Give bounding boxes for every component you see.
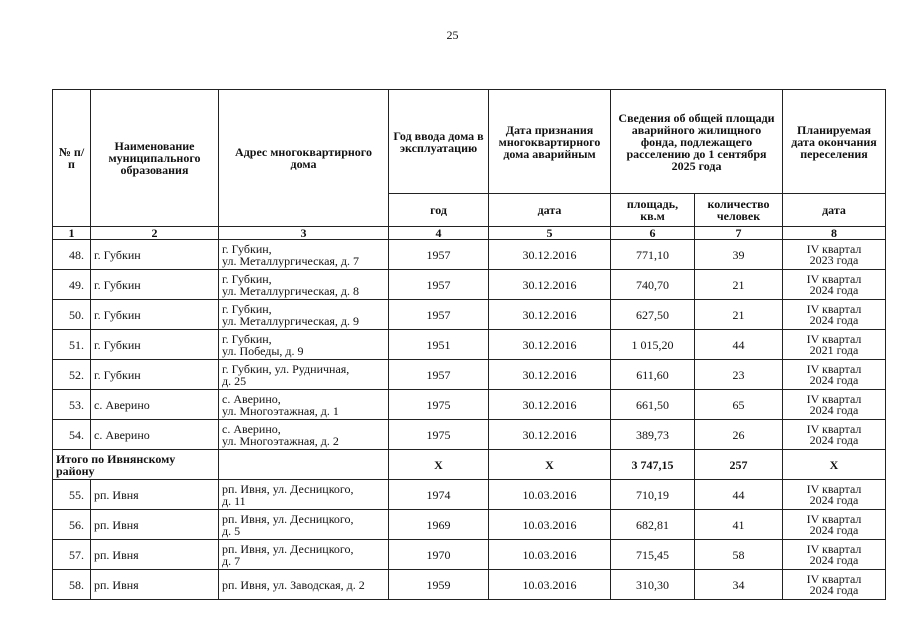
planned-year: 2024 года <box>809 372 859 387</box>
planned-quarter: IV квартал <box>806 241 862 256</box>
row-address <box>219 390 389 420</box>
row-planned <box>783 300 886 330</box>
row-number: 57. <box>53 540 91 570</box>
row-planned <box>783 570 886 600</box>
row-planned <box>783 330 886 360</box>
row-area: 611,60 <box>611 360 695 390</box>
header-year-sub: год <box>389 194 489 227</box>
header-address: Адрес многоквартирного дома <box>219 90 389 227</box>
address-line-1: рп. Ивня, ул. Десницкого, <box>222 511 354 526</box>
row-number: 58. <box>53 570 91 600</box>
row-date: 30.12.2016 <box>489 360 611 390</box>
row-year: 1974 <box>389 480 489 510</box>
row-date: 30.12.2016 <box>489 270 611 300</box>
row-people: 44 <box>695 480 783 510</box>
row-address <box>219 330 389 360</box>
header-people-sub: количество человек <box>695 194 783 227</box>
address-line-1: рп. Ивня, ул. Десницкого, <box>222 541 354 556</box>
table-row <box>53 240 886 270</box>
subtotal-label-line-1: Итого по Ивнянскому <box>56 451 176 466</box>
row-area: 682,81 <box>611 510 695 540</box>
row-year: 1959 <box>389 570 489 600</box>
row-date: 10.03.2016 <box>489 540 611 570</box>
row-area: 627,50 <box>611 300 695 330</box>
table-row <box>53 390 886 420</box>
row-planned <box>783 240 886 270</box>
row-people: 21 <box>695 300 783 330</box>
row-people: 65 <box>695 390 783 420</box>
planned-quarter: IV квартал <box>806 271 862 286</box>
planned-quarter: IV квартал <box>806 391 862 406</box>
row-planned <box>783 480 886 510</box>
row-planned <box>783 510 886 540</box>
column-number: 4 <box>389 227 489 240</box>
header-date-group: Дата признания многоквартирного дома аварийным <box>489 90 611 194</box>
row-address <box>219 420 389 450</box>
table-row <box>53 330 886 360</box>
table-row <box>53 300 886 330</box>
row-municipality: рп. Ивня <box>91 510 219 540</box>
header-planned-group: Планируемая дата окончания переселения <box>783 90 886 194</box>
table-row <box>53 420 886 450</box>
row-date: 30.12.2016 <box>489 330 611 360</box>
row-number: 51. <box>53 330 91 360</box>
row-planned <box>783 420 886 450</box>
row-municipality: рп. Ивня <box>91 540 219 570</box>
header-num: № п/п <box>53 90 91 227</box>
row-date: 30.12.2016 <box>489 240 611 270</box>
address-line-1: рп. Ивня, ул. Десницкого, <box>222 481 354 496</box>
row-area: 710,19 <box>611 480 695 510</box>
subtotal-label-line-2: району <box>56 463 95 478</box>
row-people: 44 <box>695 330 783 360</box>
address-line-1: г. Губкин, <box>222 301 272 316</box>
row-address <box>219 480 389 510</box>
row-area: 310,30 <box>611 570 695 600</box>
row-people: 26 <box>695 420 783 450</box>
address-line-2: ул. Многоэтажная, д. 2 <box>222 433 339 448</box>
column-number: 6 <box>611 227 695 240</box>
column-number-row <box>53 227 886 240</box>
header-date-sub: дата <box>489 194 611 227</box>
table-row <box>53 570 886 600</box>
row-municipality: г. Губкин <box>91 330 219 360</box>
header-info-group: Сведения об общей площади аварийного жилищного фонда, подлежащего расселению до 1 сентября 2025 года <box>611 90 783 194</box>
row-number: 54. <box>53 420 91 450</box>
row-planned <box>783 540 886 570</box>
row-address <box>219 300 389 330</box>
planned-year: 2024 года <box>809 402 859 417</box>
table-row <box>53 540 886 570</box>
header-municipality: Наименование муниципального образования <box>91 90 219 227</box>
row-municipality: с. Аверино <box>91 390 219 420</box>
row-people: 23 <box>695 360 783 390</box>
row-date: 30.12.2016 <box>489 390 611 420</box>
row-date: 10.03.2016 <box>489 570 611 600</box>
table-row <box>53 270 886 300</box>
row-people: 41 <box>695 510 783 540</box>
subtotal-area: 3 747,15 <box>611 450 695 480</box>
subtotal-date: X <box>489 450 611 480</box>
row-planned <box>783 390 886 420</box>
row-municipality: рп. Ивня <box>91 480 219 510</box>
address-line-1: г. Губкин, <box>222 241 272 256</box>
address-line-2: ул. Металлургическая, д. 8 <box>222 283 360 298</box>
header-area-sub: площадь, кв.м <box>611 194 695 227</box>
planned-quarter: IV квартал <box>806 361 862 376</box>
row-year: 1975 <box>389 420 489 450</box>
address-line-1: г. Губкин, <box>222 271 272 286</box>
row-people: 34 <box>695 570 783 600</box>
row-area: 740,70 <box>611 270 695 300</box>
row-year: 1970 <box>389 540 489 570</box>
row-address <box>219 360 389 390</box>
row-municipality: г. Губкин <box>91 270 219 300</box>
planned-year: 2024 года <box>809 312 859 327</box>
row-date: 30.12.2016 <box>489 300 611 330</box>
header-year-group: Год ввода дома в эксплуатацию <box>389 90 489 194</box>
column-number: 2 <box>91 227 219 240</box>
row-planned <box>783 360 886 390</box>
row-address <box>219 570 389 600</box>
planned-year: 2021 года <box>809 342 859 357</box>
address-line-2: д. 5 <box>222 523 241 538</box>
planned-year: 2024 года <box>809 492 859 507</box>
planned-year: 2024 года <box>809 432 859 447</box>
row-address <box>219 240 389 270</box>
address-line-2: ул. Металлургическая, д. 7 <box>222 253 360 268</box>
row-planned <box>783 270 886 300</box>
planned-year: 2023 года <box>809 252 859 267</box>
address-line-1: г. Губкин, <box>222 331 272 346</box>
address-line-2: ул. Многоэтажная, д. 1 <box>222 403 339 418</box>
row-date: 30.12.2016 <box>489 420 611 450</box>
row-year: 1969 <box>389 510 489 540</box>
row-year: 1975 <box>389 390 489 420</box>
row-address <box>219 270 389 300</box>
subtotal-row <box>53 450 886 480</box>
subtotal-year: X <box>389 450 489 480</box>
planned-year: 2024 года <box>809 282 859 297</box>
address-line-2: д. 7 <box>222 553 241 568</box>
row-municipality: рп. Ивня <box>91 570 219 600</box>
row-year: 1957 <box>389 270 489 300</box>
address-line-2: д. 11 <box>222 493 246 508</box>
row-number: 53. <box>53 390 91 420</box>
row-number: 50. <box>53 300 91 330</box>
row-year: 1957 <box>389 360 489 390</box>
subtotal-address <box>219 450 389 480</box>
row-year: 1951 <box>389 330 489 360</box>
row-municipality: г. Губкин <box>91 240 219 270</box>
address-line-1: с. Аверино, <box>222 391 281 406</box>
subtotal-people: 257 <box>695 450 783 480</box>
column-number: 8 <box>783 227 886 240</box>
housing-table <box>52 89 886 600</box>
planned-quarter: IV квартал <box>806 421 862 436</box>
table-row <box>53 360 886 390</box>
row-number: 55. <box>53 480 91 510</box>
address-line-2: д. 25 <box>222 373 247 388</box>
row-people: 21 <box>695 270 783 300</box>
column-number: 3 <box>219 227 389 240</box>
planned-quarter: IV квартал <box>806 301 862 316</box>
address-line-1: рп. Ивня, ул. Заводская, д. 2 <box>222 577 365 592</box>
row-number: 56. <box>53 510 91 540</box>
subtotal-label <box>53 450 219 480</box>
row-year: 1957 <box>389 300 489 330</box>
subtotal-planned: X <box>783 450 886 480</box>
row-number: 49. <box>53 270 91 300</box>
row-address <box>219 540 389 570</box>
planned-quarter: IV квартал <box>806 541 862 556</box>
planned-year: 2024 года <box>809 582 859 597</box>
row-year: 1957 <box>389 240 489 270</box>
row-area: 1 015,20 <box>611 330 695 360</box>
address-line-1: с. Аверино, <box>222 421 281 436</box>
row-municipality: г. Губкин <box>91 300 219 330</box>
row-address <box>219 510 389 540</box>
address-line-2: ул. Металлургическая, д. 9 <box>222 313 360 328</box>
row-date: 10.03.2016 <box>489 510 611 540</box>
address-line-2: ул. Победы, д. 9 <box>222 343 304 358</box>
row-date: 10.03.2016 <box>489 480 611 510</box>
row-number: 48. <box>53 240 91 270</box>
planned-year: 2024 года <box>809 522 859 537</box>
row-people: 39 <box>695 240 783 270</box>
row-people: 58 <box>695 540 783 570</box>
row-area: 389,73 <box>611 420 695 450</box>
planned-year: 2024 года <box>809 552 859 567</box>
planned-quarter: IV квартал <box>806 571 862 586</box>
row-area: 771,10 <box>611 240 695 270</box>
planned-quarter: IV квартал <box>806 481 862 496</box>
header-planned-sub: дата <box>783 194 886 227</box>
row-municipality: с. Аверино <box>91 420 219 450</box>
row-area: 715,45 <box>611 540 695 570</box>
page-number: 25 <box>446 28 459 42</box>
row-municipality: г. Губкин <box>91 360 219 390</box>
column-number: 7 <box>695 227 783 240</box>
planned-quarter: IV квартал <box>806 331 862 346</box>
row-area: 661,50 <box>611 390 695 420</box>
row-number: 52. <box>53 360 91 390</box>
column-number: 5 <box>489 227 611 240</box>
address-line-1: г. Губкин, ул. Рудничная, <box>222 361 350 376</box>
column-number: 1 <box>53 227 91 240</box>
table-row <box>53 510 886 540</box>
table-row <box>53 480 886 510</box>
planned-quarter: IV квартал <box>806 511 862 526</box>
